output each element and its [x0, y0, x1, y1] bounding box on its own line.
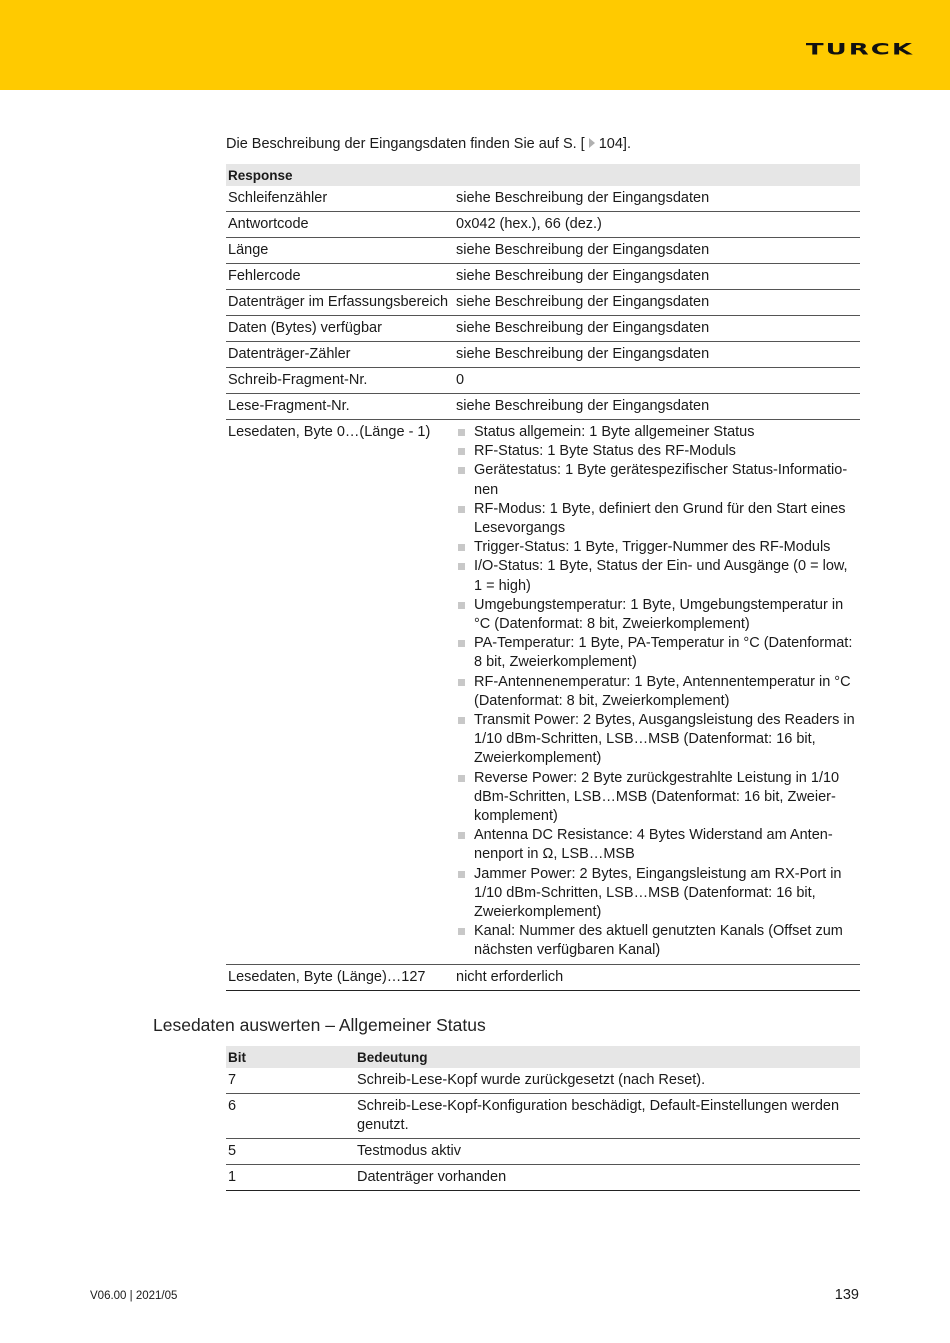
- row-name: Datenträger im Erfassungsbereich: [226, 290, 454, 316]
- intro-sentence: Die Beschreibung der Eingangsdaten finden Sie auf S. [: [226, 136, 585, 152]
- table-row: [226, 186, 860, 212]
- row-name: Antwortcode: [226, 212, 454, 238]
- column-header-bedeutung: Bedeutung: [355, 1046, 860, 1068]
- page-ref-arrow-icon: [589, 138, 595, 148]
- row-value: 0: [454, 368, 860, 394]
- row-value: [454, 420, 860, 965]
- response-table-header: Response: [226, 164, 860, 186]
- list-item: Trigger-Status: 1 Byte, Trigger-Nummer des RF-Moduls: [456, 538, 858, 557]
- row-value: siehe Beschreibung der Eingangsdaten: [454, 238, 860, 264]
- table-row: [226, 1094, 860, 1139]
- status-bits-table: [226, 1046, 860, 1191]
- intro-text: [226, 136, 631, 152]
- row-value: siehe Beschreibung der Eingangsdaten: [454, 290, 860, 316]
- lesedaten-list: [456, 423, 858, 961]
- row-name: Datenträger-Zähler: [226, 342, 454, 368]
- page-ref-link[interactable]: 104: [598, 136, 623, 152]
- table-row: [226, 342, 860, 368]
- table-row: [226, 394, 860, 420]
- list-item: Jammer Power: 2 Bytes, Eingangsleistung am RX-Port in 1/10 dBm-Schritten, LSB…MSB (Datenformat: 16 bit, Zweierkomplement): [456, 865, 858, 923]
- table-row: [226, 368, 860, 394]
- list-item: I/O-Status: 1 Byte, Status der Ein- und Ausgänge (0 = low, 1 = high): [456, 557, 858, 595]
- row-value: siehe Beschreibung der Eingangsdaten: [454, 264, 860, 290]
- list-item: Gerätestatus: 1 Byte gerätespezifischer Status-Informationen: [456, 461, 858, 499]
- bit-cell: 1: [226, 1165, 355, 1191]
- meaning-cell: Datenträger vorhanden: [355, 1165, 860, 1191]
- table-row: [226, 964, 860, 990]
- list-item: RF-Status: 1 Byte Status des RF-Moduls: [456, 442, 858, 461]
- footer-version: V06.00 | 2021/05: [90, 1290, 178, 1302]
- row-value: siehe Beschreibung der Eingangsdaten: [454, 342, 860, 368]
- intro-suffix: ].: [622, 136, 631, 152]
- response-table: [226, 164, 860, 991]
- list-item: PA-Temperatur: 1 Byte, PA-Temperatur in °C (Datenformat: 8 bit, Zweierkomplement): [456, 634, 858, 672]
- row-name: Fehlercode: [226, 264, 454, 290]
- table-row: [226, 316, 860, 342]
- bit-cell: 6: [226, 1094, 355, 1139]
- turck-logo: TURCK: [805, 40, 914, 59]
- table-row-lesedaten: [226, 420, 860, 965]
- row-name: Lese-Fragment-Nr.: [226, 394, 454, 420]
- meaning-cell: Testmodus aktiv: [355, 1139, 860, 1165]
- row-name: Schleifenzähler: [226, 186, 454, 212]
- table-row: [226, 1165, 860, 1191]
- row-value: siehe Beschreibung der Eingangsdaten: [454, 394, 860, 420]
- row-name: Schreib-Fragment-Nr.: [226, 368, 454, 394]
- list-item: Kanal: Nummer des aktuell genutzten Kanals (Offset zum nächsten verfügbaren Kanal): [456, 922, 858, 960]
- table-row: [226, 290, 860, 316]
- list-item: Status allgemein: 1 Byte allgemeiner Status: [456, 423, 858, 442]
- list-item: Antenna DC Resistance: 4 Bytes Widerstand am Antennenport in Ω, LSB…MSB: [456, 826, 858, 864]
- list-item: Reverse Power: 2 Byte zurückgestrahlte Leistung in 1/10 dBm-Schritten, LSB…MSB (Datenformat: 16 bit, Zweierkomplement): [456, 769, 858, 827]
- bit-cell: 5: [226, 1139, 355, 1165]
- row-name: Lesedaten, Byte 0…(Länge - 1): [226, 420, 454, 965]
- row-value: siehe Beschreibung der Eingangsdaten: [454, 186, 860, 212]
- row-name: Länge: [226, 238, 454, 264]
- table-row: [226, 1139, 860, 1165]
- column-header-bit: Bit: [226, 1046, 355, 1068]
- row-name: Daten (Bytes) verfügbar: [226, 316, 454, 342]
- row-value: nicht erforderlich: [454, 964, 860, 990]
- bit-cell: 7: [226, 1068, 355, 1094]
- list-item: RF-Modus: 1 Byte, definiert den Grund für den Start eines Lesevorgangs: [456, 500, 858, 538]
- meaning-cell: Schreib-Lese-Kopf wurde zurückgesetzt (nach Reset).: [355, 1068, 860, 1094]
- section-title: Lesedaten auswerten – Allgemeiner Status: [153, 1015, 486, 1035]
- list-item: Transmit Power: 2 Bytes, Ausgangsleistung des Readers in 1/10 dBm-Schritten, LSB…MSB (Datenformat: 16 bit, Zweierkomplement): [456, 711, 858, 769]
- table-row: [226, 1068, 860, 1094]
- page-number: 139: [834, 1287, 859, 1303]
- table-row: [226, 264, 860, 290]
- row-value: 0x042 (hex.), 66 (dez.): [454, 212, 860, 238]
- list-item: RF-Antennenemperatur: 1 Byte, Antennentemperatur in °C (Datenformat: 8 bit, Zweierkomplement): [456, 673, 858, 711]
- meaning-cell: Schreib-Lese-Kopf-Konfiguration beschädigt, Default-Einstellungen werden genutzt.: [355, 1094, 860, 1139]
- table-row: [226, 238, 860, 264]
- list-item: Umgebungstemperatur: 1 Byte, Umgebungstemperatur in °C (Datenformat: 8 bit, Zweierkomplement): [456, 596, 858, 634]
- row-value: siehe Beschreibung der Eingangsdaten: [454, 316, 860, 342]
- table-row: [226, 212, 860, 238]
- row-name: Lesedaten, Byte (Länge)…127: [226, 964, 454, 990]
